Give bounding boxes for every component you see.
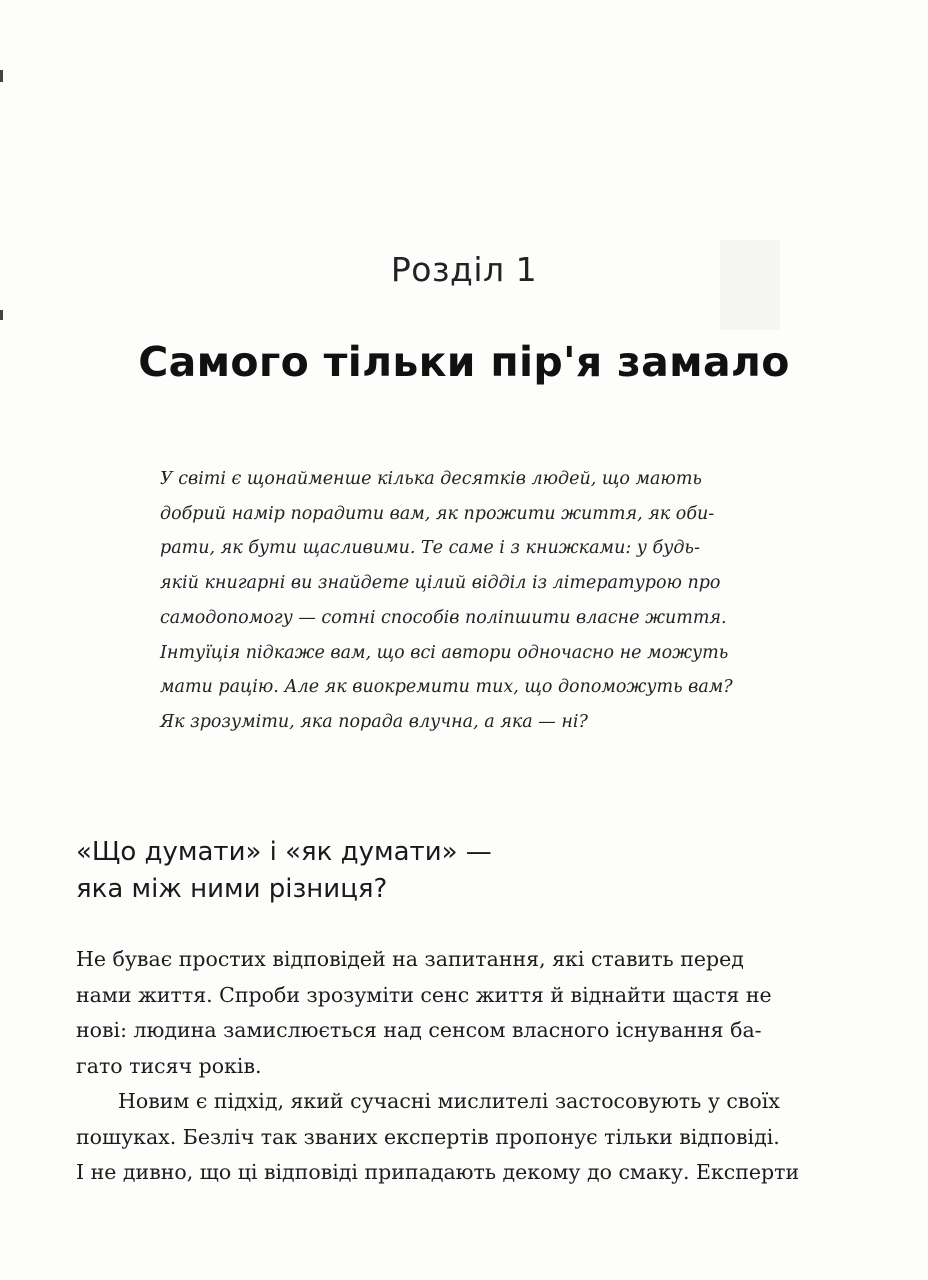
epigraph-line: мати рацію. Але як виокремити тих, що допоможуть вам? <box>160 677 733 698</box>
epigraph-line: якій книгарні ви знайдете цілий відділ із літературою про <box>160 573 721 594</box>
paragraph-line: Новим є підхід, який сучасні мислителі застосовують у своїх <box>118 1089 780 1113</box>
epigraph-line: Як зрозуміти, яка порада влучна, а яка — ні? <box>160 711 588 732</box>
epigraph-line: рати, як бути щасливими. Те саме і з книжками: у будь- <box>160 538 700 559</box>
section-heading-line: «Що думати» і «як думати» — <box>76 837 492 867</box>
chapter-title: Самого тільки пір'я замало <box>138 338 790 386</box>
page-edge-mark <box>0 70 3 82</box>
paragraph-line: нами життя. Спроби зрозуміти сенс життя й віднайти щастя не <box>76 982 772 1007</box>
epigraph-line: Інтуїція підкаже вам, що всі автори одночасно не можуть <box>160 642 729 663</box>
section-heading-line: яка між ними різниця? <box>76 874 388 904</box>
epigraph-line: У світі є щонайменше кілька десятків людей, що мають <box>160 469 702 489</box>
chapter-label: Розділ 1 <box>390 250 538 289</box>
paragraph-line: гато тисяч років. <box>76 1053 262 1078</box>
epigraph <box>160 462 760 740</box>
body-text <box>76 942 800 1191</box>
section-heading <box>76 834 776 908</box>
epigraph-line: самодопомогу — сотні способів поліпшити власне життя. <box>160 607 727 628</box>
epigraph-line: добрий намір порадити вам, як прожити життя, як оби- <box>160 503 715 524</box>
paragraph-line: нові: людина замислюється над сенсом власного існування ба- <box>76 1018 762 1042</box>
paragraph-line: Не буває простих відповідей на запитання, які ставить перед <box>76 947 744 971</box>
paragraph-line: І не дивно, що ці відповіді припадають декому до смаку. Експерти <box>76 1160 800 1184</box>
paragraph-line: пошуках. Безліч так званих експертів пропонує тільки відповіді. <box>76 1124 780 1149</box>
page-edge-mark <box>0 310 3 320</box>
